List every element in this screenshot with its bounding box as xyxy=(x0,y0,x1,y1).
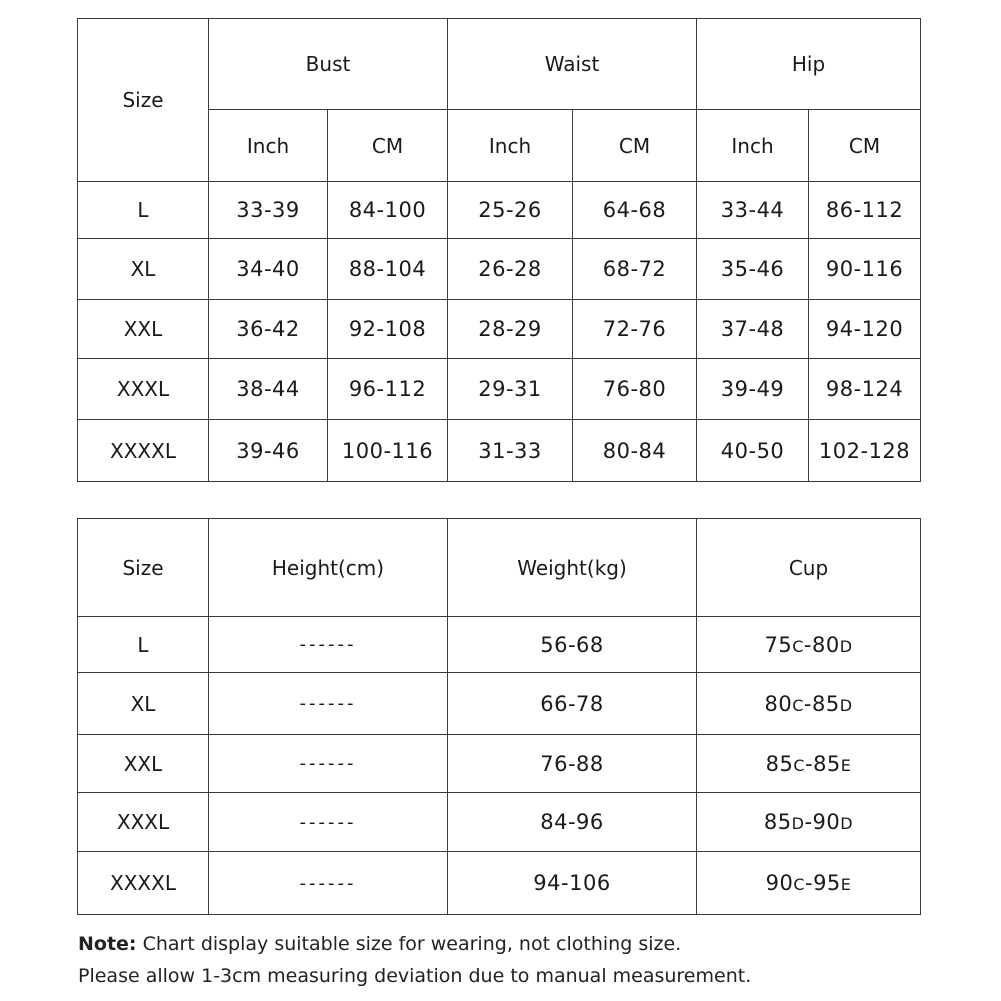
hip-inch-cell: 35-46 xyxy=(697,239,809,300)
bust-inch-cell: 36-42 xyxy=(209,300,328,359)
unit-header: CM xyxy=(809,110,921,182)
hip-inch-cell: 40-50 xyxy=(697,420,809,482)
weight-header: Weight(kg) xyxy=(448,519,697,617)
cup-header: Cup xyxy=(697,519,921,617)
size-cell: XXXXL xyxy=(78,420,209,482)
weight-cell: 56-68 xyxy=(448,617,697,673)
bust-cm-cell: 84-100 xyxy=(328,182,448,239)
cup-cell: 85C-85E xyxy=(697,735,921,793)
waist-inch-cell: 31-33 xyxy=(448,420,573,482)
hip-cm-cell: 98-124 xyxy=(809,359,921,420)
waist-cm-cell: 80-84 xyxy=(573,420,697,482)
unit-header: Inch xyxy=(697,110,809,182)
table-row xyxy=(78,793,921,852)
weight-cell: 76-88 xyxy=(448,735,697,793)
size-cell: XXL xyxy=(78,300,209,359)
hip-cm-cell: 90-116 xyxy=(809,239,921,300)
size-cell: XL xyxy=(78,673,209,735)
table-row xyxy=(78,673,921,735)
size-cell: XXXXL xyxy=(78,852,209,915)
weight-cell: 94-106 xyxy=(448,852,697,915)
bust-cm-cell: 92-108 xyxy=(328,300,448,359)
measurement-size-table xyxy=(77,18,921,482)
bust-cm-cell: 96-112 xyxy=(328,359,448,420)
waist-header: Waist xyxy=(448,19,697,110)
height-cell: ------ xyxy=(209,735,448,793)
cup-cell: 80C-85D xyxy=(697,673,921,735)
waist-inch-cell: 25-26 xyxy=(448,182,573,239)
height-header: Height(cm) xyxy=(209,519,448,617)
waist-cm-cell: 68-72 xyxy=(573,239,697,300)
weight-cell: 66-78 xyxy=(448,673,697,735)
size-cell: XXL xyxy=(78,735,209,793)
hip-inch-cell: 33-44 xyxy=(697,182,809,239)
bust-cm-cell: 100-116 xyxy=(328,420,448,482)
hip-cm-cell: 94-120 xyxy=(809,300,921,359)
waist-cm-cell: 72-76 xyxy=(573,300,697,359)
weight-cell: 84-96 xyxy=(448,793,697,852)
waist-cm-cell: 76-80 xyxy=(573,359,697,420)
table-row xyxy=(78,239,921,300)
note-line-2: Please allow 1-3cm measuring deviation due to manual measurement. xyxy=(78,965,752,987)
bust-inch-cell: 34-40 xyxy=(209,239,328,300)
waist-inch-cell: 28-29 xyxy=(448,300,573,359)
table-row xyxy=(78,182,921,239)
unit-header: CM xyxy=(573,110,697,182)
hip-header: Hip xyxy=(697,19,921,110)
unit-header: Inch xyxy=(209,110,328,182)
cup-cell: 75C-80D xyxy=(697,617,921,673)
waist-inch-cell: 29-31 xyxy=(448,359,573,420)
hip-inch-cell: 37-48 xyxy=(697,300,809,359)
hip-cm-cell: 86-112 xyxy=(809,182,921,239)
height-cell: ------ xyxy=(209,852,448,915)
hip-cm-cell: 102-128 xyxy=(809,420,921,482)
unit-header: CM xyxy=(328,110,448,182)
size-cell: XL xyxy=(78,239,209,300)
cup-cell: 85D-90D xyxy=(697,793,921,852)
bust-inch-cell: 33-39 xyxy=(209,182,328,239)
notes xyxy=(78,928,751,992)
size-cell: L xyxy=(78,182,209,239)
unit-header: Inch xyxy=(448,110,573,182)
bust-header: Bust xyxy=(209,19,448,110)
bust-inch-cell: 38-44 xyxy=(209,359,328,420)
size-header: Size xyxy=(78,19,209,182)
bust-cm-cell: 88-104 xyxy=(328,239,448,300)
waist-cm-cell: 64-68 xyxy=(573,182,697,239)
table-row xyxy=(78,420,921,482)
table-row xyxy=(78,852,921,915)
table-row xyxy=(78,359,921,420)
size-cell: L xyxy=(78,617,209,673)
cup-cell: 90C-95E xyxy=(697,852,921,915)
table-row xyxy=(78,300,921,359)
size-header: Size xyxy=(78,519,209,617)
height-cell: ------ xyxy=(209,673,448,735)
height-cell: ------ xyxy=(209,793,448,852)
note-label: Note: xyxy=(78,933,137,955)
note-text: Chart display suitable size for wearing, not clothing size. xyxy=(136,933,682,955)
table-row xyxy=(78,735,921,793)
size-cell: XXXL xyxy=(78,793,209,852)
fit-size-table xyxy=(77,518,921,915)
height-cell: ------ xyxy=(209,617,448,673)
size-cell: XXXL xyxy=(78,359,209,420)
hip-inch-cell: 39-49 xyxy=(697,359,809,420)
waist-inch-cell: 26-28 xyxy=(448,239,573,300)
note-line-1 xyxy=(78,928,751,960)
bust-inch-cell: 39-46 xyxy=(209,420,328,482)
table-row xyxy=(78,617,921,673)
